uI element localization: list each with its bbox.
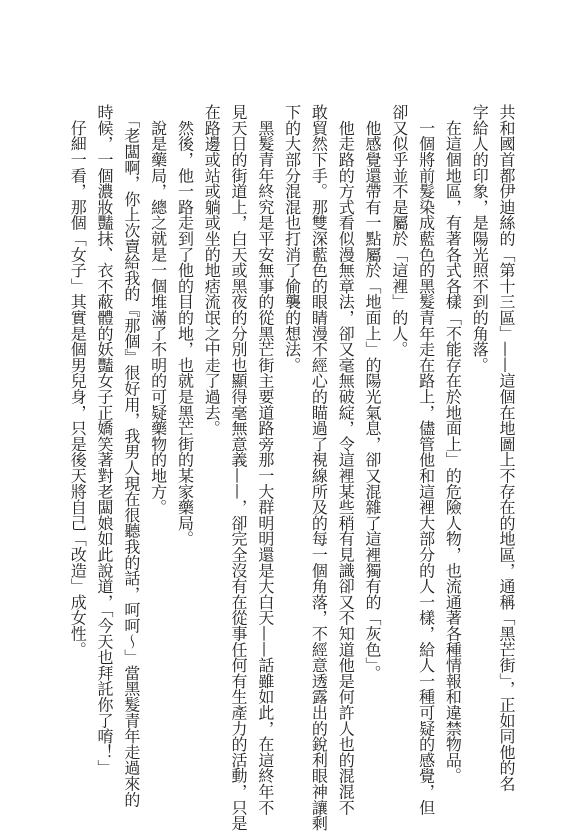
text-column: 在這個地區，有著各式各樣「不能存在於地面上」的危險人物，也流通著各種情報和違禁物品。 bbox=[443, 104, 463, 784]
text-column: 黑髮青年終究是平安無事的從黑芒街主要道路旁那一大群明明還是大白天——話雖如此，在這終年不 bbox=[255, 104, 275, 816]
text-column: 在路邊或站或躺或坐的地痞流氓之中走了過去。 bbox=[202, 104, 222, 436]
text-column: 字給人的印象，是陽光照不到的角落。 bbox=[470, 104, 490, 373]
text-column: 卻又似乎並不是屬於「這裡」的人。 bbox=[389, 104, 409, 357]
text-column: 他感覺還帶有一點屬於「地面上」的陽光氣息，卻又混雜了這裡獨有的「灰色」。 bbox=[363, 104, 383, 681]
text-column: 共和國首都伊迪絲的「第十三區」——這個在地圖上不存在的地區，通稱「黑芒街」，正如同他的名 bbox=[497, 104, 516, 792]
text-column: 仔細一看，那個「女子」其實是個男兒身，只是後天將自己「改造」成女性。 bbox=[68, 104, 88, 658]
vertical-text-body bbox=[63, 104, 519, 831]
text-column: 見天日的街道上，白天或黑夜的分別也顯得毫無意義——，卻完全沒有在從事任何有生產力的活動，只是 bbox=[229, 104, 249, 831]
text-column: 一個將前髮染成藍色的黑髮青年走在路上，儘管他和這裡大部分的人一樣，給人一種可疑的感覺，但 bbox=[416, 104, 436, 816]
text-column: 然後，他一路走到了他的目的地，也就是黑芒街的某家藥局。 bbox=[175, 104, 195, 547]
text-column: 敢貿然下手。那雙深藍色的眼睛漫不經心的瞄過了視線所及的每一個角落，不經意透露出的銳利眼神讓剩 bbox=[309, 104, 329, 831]
text-column: 下的大部分混混也打消了偷襲的想法。 bbox=[282, 104, 302, 373]
text-column: 他走路的方式看似漫無章法，卻又毫無破綻，令這裡某些稍有見識卻又不知道他是何許人也的混混不 bbox=[336, 104, 356, 816]
text-column: 時候，一個濃妝豔抹、衣不蔽體的妖豔女子正嬌笑著對老闆娘如此說道，「今天也拜託你了唷！」 bbox=[95, 104, 115, 776]
text-column: 說是藥局，總之就是一個堆滿了不明的可疑藥物的地方。 bbox=[148, 104, 168, 515]
text-column: 「老闆啊，你上次賣給我的『那個』很好用，我男人現在很聽我的話，呵呵～」當黑髮青年走過來的 bbox=[121, 104, 141, 808]
